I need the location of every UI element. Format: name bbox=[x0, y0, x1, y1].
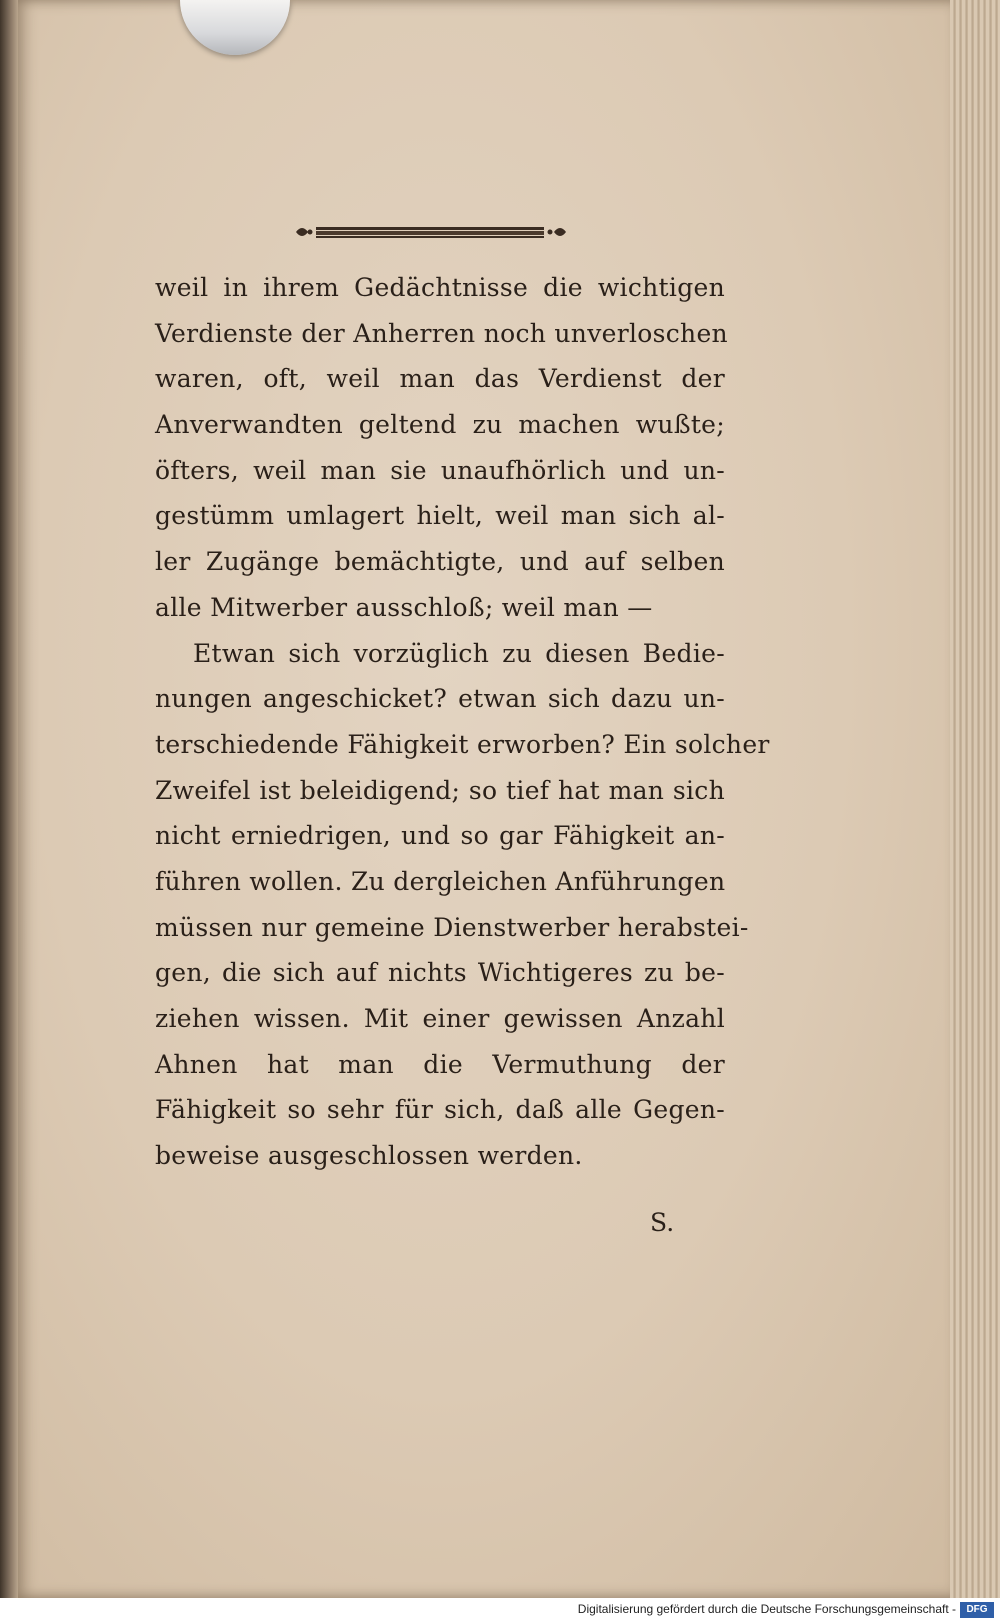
text-line: Ahnen hat man die Vermuthung der bbox=[155, 1049, 725, 1079]
text-line: müssen nur gemeine Dienstwerber herabstei- bbox=[155, 912, 749, 942]
dfg-logo-icon: DFG bbox=[960, 1602, 994, 1618]
text-line: Fähigkeit so sehr für sich, daß alle Gegen- bbox=[155, 1095, 725, 1125]
body-text bbox=[155, 265, 770, 1179]
ornamental-rule bbox=[292, 218, 570, 244]
text-line: waren, oft, weil man das Verdienst der bbox=[155, 364, 725, 394]
text-line: gen, die sich auf nichts Wichtigeres zu be- bbox=[155, 958, 725, 988]
text-line: öfters, weil man sie unaufhörlich und un- bbox=[155, 455, 725, 485]
text-line: beweise ausgeschlossen werden. bbox=[155, 1141, 583, 1171]
text-line: Verdienste der Anherren noch unverloschen bbox=[155, 318, 728, 348]
page-stack-edge bbox=[950, 0, 1000, 1600]
text-line: gestümm umlagert hielt, weil man sich al- bbox=[155, 501, 725, 531]
text-line: alle Mitwerber ausschloß; weil man — bbox=[155, 592, 653, 622]
text-line: nungen angeschicket? etwan sich dazu un- bbox=[155, 684, 725, 714]
text-line: ziehen wissen. Mit einer gewissen Anzahl bbox=[155, 1004, 725, 1033]
text-line: führen wollen. Zu dergleichen Anführungen bbox=[155, 866, 726, 896]
digitization-footer bbox=[0, 1598, 1000, 1623]
text-line: Etwan sich vorzüglich zu diesen Bedie- bbox=[193, 638, 725, 668]
text-line: weil in ihrem Gedächtnisse die wichtigen bbox=[155, 273, 725, 302]
text-line: Anverwandten geltend zu machen wußte; bbox=[155, 410, 725, 440]
text-line: Zweifel ist beleidigend; so tief hat man sich bbox=[155, 775, 725, 805]
text-line: nicht erniedrigen, und so gar Fähigkeit an- bbox=[155, 821, 725, 851]
text-line: terschiedende Fähigkeit erworben? Ein solcher bbox=[155, 729, 770, 759]
catchword: S. bbox=[650, 1208, 675, 1237]
funding-credit: Digitalisierung gefördert durch die Deutsche Forschungsgemeinschaft - bbox=[577, 1602, 956, 1616]
binding-edge bbox=[0, 0, 18, 1600]
text-line: ler Zugänge bemächtigte, und auf selben bbox=[155, 547, 725, 577]
